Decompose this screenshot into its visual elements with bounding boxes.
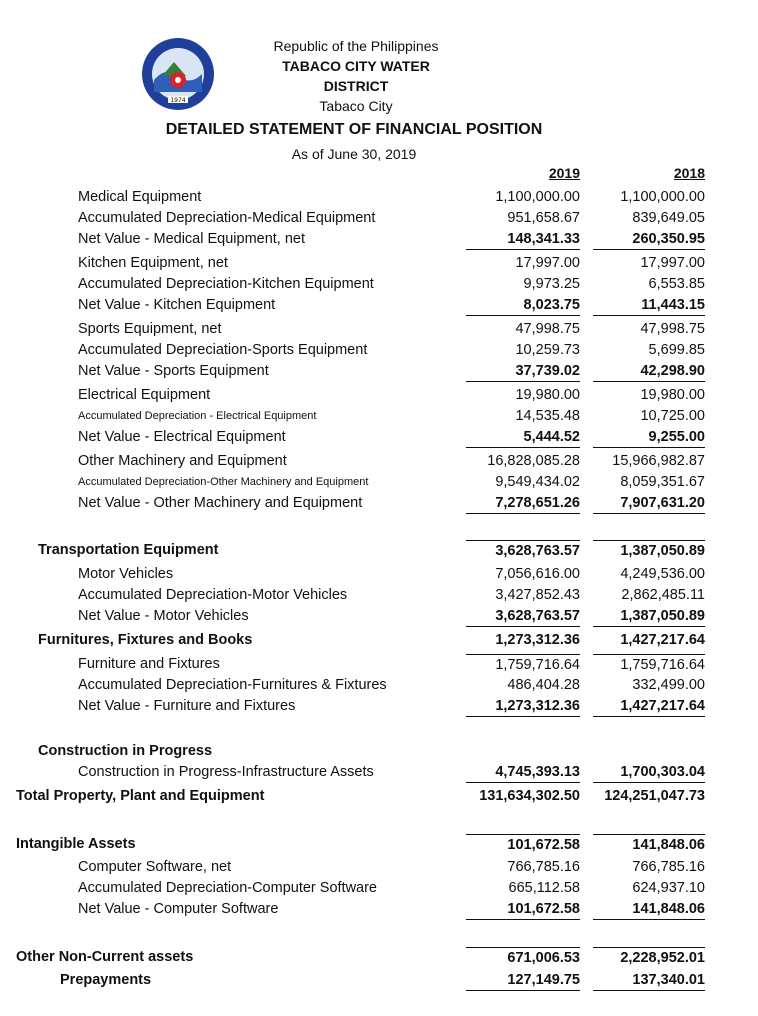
row-label: Accumulated Depreciation - Electrical Equipment <box>78 410 317 422</box>
value-2019: 1,273,312.36 <box>466 696 580 717</box>
value-2019: 101,672.58 <box>466 834 580 855</box>
value-2019: 3,628,763.57 <box>466 540 580 561</box>
row-label: Furniture and Fixtures <box>78 656 220 672</box>
table-row <box>0 451 758 471</box>
value-2018: 47,998.75 <box>640 321 705 337</box>
water-district-seal-logo <box>140 36 216 112</box>
table-row <box>0 696 758 716</box>
row-label: Prepayments <box>60 972 152 988</box>
value-2018: 1,700,303.04 <box>593 762 705 783</box>
table-row <box>0 361 758 381</box>
value-2019: 19,980.00 <box>515 387 580 403</box>
value-2019: 671,006.53 <box>466 947 580 968</box>
row-label: Accumulated Depreciation-Other Machinery and Equipment <box>78 476 369 488</box>
row-label: Construction in Progress-Infrastructure Assets <box>78 764 374 780</box>
value-2018: 9,255.00 <box>593 427 705 448</box>
table-row <box>0 564 758 584</box>
table-row <box>0 675 758 695</box>
value-2018: 10,725.00 <box>640 408 705 424</box>
table-row <box>0 970 758 990</box>
table-row <box>0 493 758 513</box>
row-label: Electrical Equipment <box>78 387 211 403</box>
value-2019: 8,023.75 <box>466 295 580 316</box>
value-2018: 141,848.06 <box>593 834 705 855</box>
republic-line: Republic of the Philippines <box>273 38 439 54</box>
table-row <box>0 274 758 294</box>
table-row <box>0 208 758 228</box>
value-2019: 1,100,000.00 <box>495 189 580 205</box>
table-row <box>0 899 758 919</box>
value-2019: 131,634,302.50 <box>479 788 580 804</box>
row-label: Accumulated Depreciation-Furnitures & Fixtures <box>78 677 387 693</box>
value-2018: 8,059,351.67 <box>620 474 705 490</box>
table-row <box>0 857 758 877</box>
value-2018: 137,340.01 <box>593 970 705 991</box>
table-row <box>0 606 758 626</box>
row-label: Net Value - Electrical Equipment <box>78 429 286 445</box>
value-2018: 1,759,716.64 <box>593 654 705 675</box>
value-2019: 7,056,616.00 <box>495 566 580 582</box>
value-2018: 766,785.16 <box>632 859 705 875</box>
value-2019: 9,973.25 <box>523 276 580 292</box>
value-2019: 1,273,312.36 <box>495 632 580 648</box>
statement-date: As of June 30, 2019 <box>291 146 417 162</box>
column-header-2018: 2018 <box>673 165 705 181</box>
row-label: Accumulated Depreciation-Kitchen Equipment <box>78 276 374 292</box>
table-row <box>0 540 758 560</box>
table-row <box>0 427 758 447</box>
table-row <box>0 295 758 315</box>
row-label: Computer Software, net <box>78 859 232 875</box>
row-label: Net Value - Sports Equipment <box>78 363 269 379</box>
row-label: Accumulated Depreciation-Medical Equipment <box>78 210 376 226</box>
value-2019: 7,278,651.26 <box>466 493 580 514</box>
row-label: Other Machinery and Equipment <box>78 453 287 469</box>
value-2018: 5,699.85 <box>648 342 705 358</box>
row-label: Medical Equipment <box>78 189 202 205</box>
table-row <box>0 253 758 273</box>
value-2018: 1,387,050.89 <box>593 540 705 561</box>
value-2018: 624,937.10 <box>632 880 705 896</box>
row-label: Accumulated Depreciation-Motor Vehicles <box>78 587 348 603</box>
row-label: Transportation Equipment <box>38 542 219 558</box>
value-2019: 47,998.75 <box>515 321 580 337</box>
value-2018: 124,251,047.73 <box>604 788 705 804</box>
value-2018: 332,499.00 <box>632 677 705 693</box>
table-row <box>0 229 758 249</box>
value-2019: 127,149.75 <box>466 970 580 991</box>
value-2019: 37,739.02 <box>466 361 580 382</box>
agency-name: TABACO CITY WATER DISTRICT <box>282 58 430 94</box>
value-2019: 14,535.48 <box>515 408 580 424</box>
value-2018: 19,980.00 <box>640 387 705 403</box>
table-row <box>0 878 758 898</box>
value-2018: 2,862,485.11 <box>621 587 705 603</box>
table-row <box>0 630 758 650</box>
value-2018: 141,848.06 <box>593 899 705 920</box>
value-2018: 11,443.15 <box>593 295 705 316</box>
value-2019: 17,997.00 <box>515 255 580 271</box>
table-row <box>0 834 758 854</box>
value-2019: 3,427,852.43 <box>495 587 580 603</box>
value-2018: 2,228,952.01 <box>593 947 705 968</box>
table-row <box>0 472 758 492</box>
table-row <box>0 319 758 339</box>
row-label: Net Value - Kitchen Equipment <box>78 297 276 313</box>
document-header <box>0 0 758 140</box>
row-label: Net Value - Furniture and Fixtures <box>78 698 296 714</box>
value-2019: 10,259.73 <box>515 342 580 358</box>
row-label: Intangible Assets <box>16 836 136 852</box>
value-2019: 766,785.16 <box>507 859 580 875</box>
row-label: Net Value - Motor Vehicles <box>78 608 249 624</box>
value-2018: 7,907,631.20 <box>593 493 705 514</box>
value-2019: 101,672.58 <box>466 899 580 920</box>
row-label: Net Value - Other Machinery and Equipment <box>78 495 363 511</box>
value-2019: 1,759,716.64 <box>466 654 580 675</box>
table-row <box>0 654 758 674</box>
table-row <box>0 741 758 761</box>
table-row <box>0 340 758 360</box>
value-2019: 9,549,434.02 <box>495 474 580 490</box>
value-2019: 486,404.28 <box>507 677 580 693</box>
value-2019: 16,828,085.28 <box>487 453 580 469</box>
row-label: Accumulated Depreciation-Sports Equipment <box>78 342 368 358</box>
value-2018: 1,427,217.64 <box>620 632 705 648</box>
value-2018: 15,966,982.87 <box>612 453 705 469</box>
value-2019: 951,658.67 <box>507 210 580 226</box>
table-row <box>0 187 758 207</box>
row-label: Furnitures, Fixtures and Books <box>38 632 253 648</box>
value-2018: 42,298.90 <box>593 361 705 382</box>
value-2018: 17,997.00 <box>640 255 705 271</box>
value-2018: 1,427,217.64 <box>593 696 705 717</box>
city-line: Tabaco City <box>319 98 393 114</box>
table-row <box>0 786 758 806</box>
value-2019: 4,745,393.13 <box>466 762 580 783</box>
table-row <box>0 406 758 426</box>
column-header-2019: 2019 <box>548 165 580 181</box>
row-label: Sports Equipment, net <box>78 321 222 337</box>
value-2018: 4,249,536.00 <box>620 566 705 582</box>
row-label: Total Property, Plant and Equipment <box>16 788 265 804</box>
value-2018: 1,100,000.00 <box>620 189 705 205</box>
value-2019: 665,112.58 <box>508 880 580 896</box>
value-2018: 1,387,050.89 <box>593 606 705 627</box>
svg-text:1974: 1974 <box>170 97 186 104</box>
table-row <box>0 762 758 782</box>
row-label: Kitchen Equipment, net <box>78 255 228 271</box>
row-label: Accumulated Depreciation-Computer Software <box>78 880 377 896</box>
row-label: Construction in Progress <box>38 743 213 759</box>
table-row <box>0 585 758 605</box>
row-label: Net Value - Computer Software <box>78 901 279 917</box>
value-2019: 3,628,763.57 <box>466 606 580 627</box>
row-label: Net Value - Medical Equipment, net <box>78 231 306 247</box>
table-row <box>0 385 758 405</box>
statement-title: DETAILED STATEMENT OF FINANCIAL POSITION <box>165 121 543 138</box>
value-2019: 5,444.52 <box>466 427 580 448</box>
value-2019: 148,341.33 <box>466 229 580 250</box>
value-2018: 260,350.95 <box>593 229 705 250</box>
value-2018: 839,649.05 <box>632 210 705 226</box>
table-row <box>0 947 758 967</box>
row-label: Other Non-Current assets <box>16 949 194 965</box>
row-label: Motor Vehicles <box>78 566 174 582</box>
value-2018: 6,553.85 <box>648 276 705 292</box>
